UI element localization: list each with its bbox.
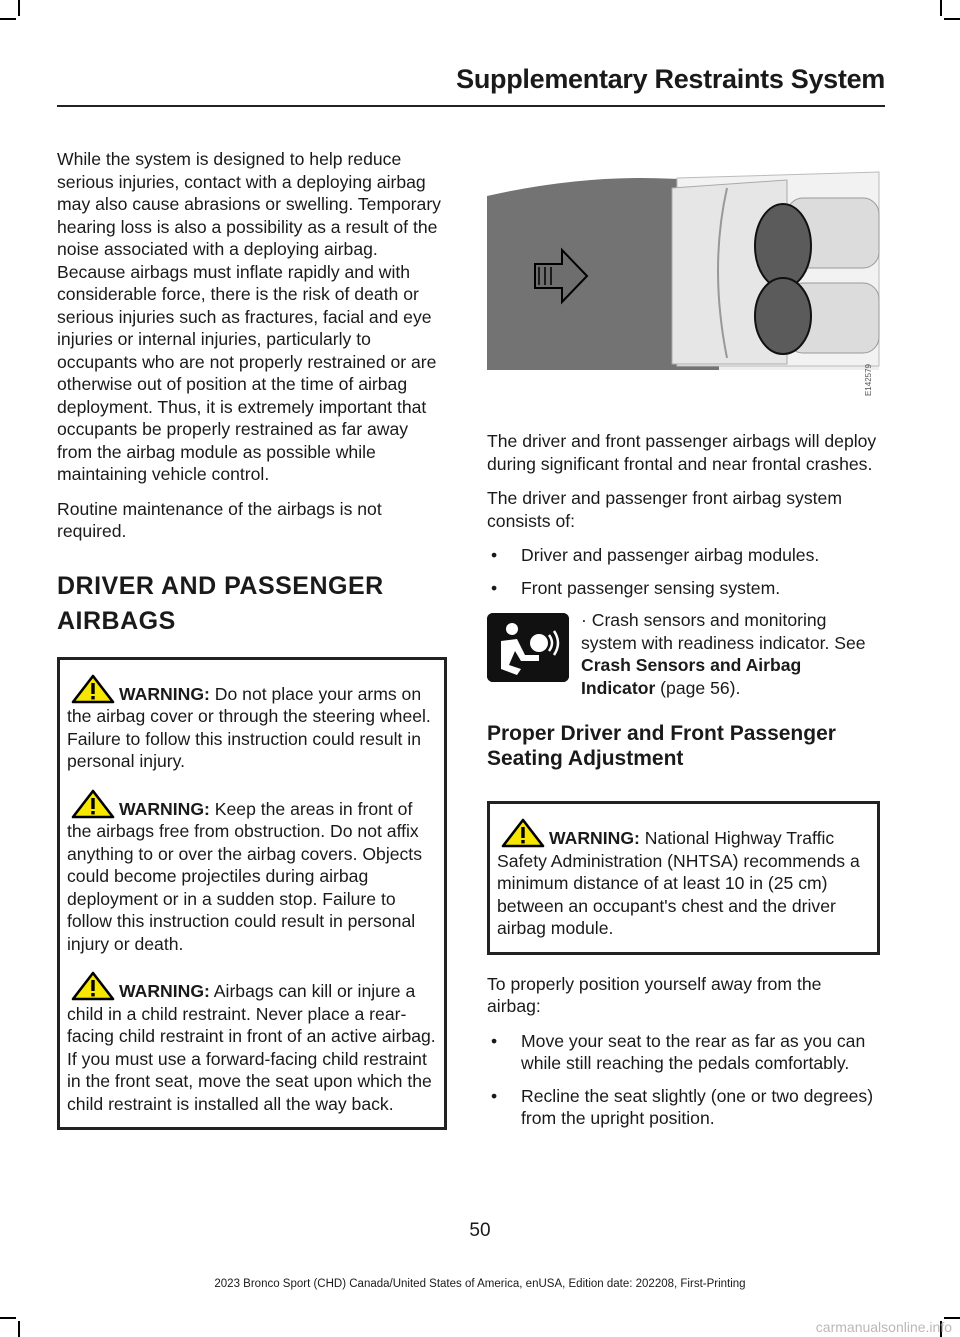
crop-mark — [944, 18, 960, 20]
page-title: Supplementary Restraints System — [456, 64, 885, 94]
warning-box — [57, 657, 447, 1131]
passenger-airbag — [755, 278, 811, 354]
warning-item: WARNING: Keep the areas in front of the airbags free from obstruction. Do not affix anything to or over the airbag covers. Objects could become projectiles during airbag deployment or in a sudden stop. Failure to follow this instruction could result in personal injury or death. — [67, 789, 437, 956]
edition-info: 2023 Bronco Sport (CHD) Canada/United States of America, enUSA, Edition date: 202208, First-Printing — [214, 1278, 746, 1290]
warning-item: WARNING: National Highway Traffic Safety Administration (NHTSA) recommends a minimum distance of at least 10 in (25 cm) between an occupant's chest and the driver airbag module. — [497, 818, 870, 940]
intro-paragraph: While the system is designed to help reduce serious injuries, contact with a deploying airbag may also cause abrasions or swelling. Temporary hearing loss is also a possibility as a result of the noise associated with a deploying airbag. Because airbags must inflate rapidly and with considerable force, there is the risk of death or serious injuries such as fractures, facial and eye injuries or internal injuries, particularly to occupants who are not properly restrained or are otherwise out of position at the time of airbag deployment. Thus, it is extremely important that occupants be properly restrained as far away from the airbag module as possible while maintaining vehicle control. — [57, 149, 441, 484]
deploy-paragraph: The driver and front passenger airbags will deploy during significant frontal and near frontal crashes. — [487, 431, 877, 474]
warning-box — [487, 801, 880, 955]
list-item: • Recline the seat slightly (one or two degrees) from the upright position. — [487, 1085, 880, 1130]
watermark: carmanualsonline.info — [815, 1319, 952, 1335]
indicator-entry: · Crash sensors and monitoring system with readiness indicator. See Crash Sensors and Airbag Indicator (page 56). — [487, 609, 880, 699]
crop-mark — [940, 0, 942, 16]
driver-airbag — [755, 204, 811, 288]
warning-item: WARNING: Airbags can kill or injure a child in a child restraint. Never place a rear-facing child restraint in front of an active airbag. If you must use a forward-facing child restraint in the front seat, move the seat upon which the child restraint is installed all the way back. — [67, 971, 437, 1115]
section-heading: DRIVER AND PASSENGER AIRBAGS — [57, 571, 384, 635]
right-column — [487, 430, 880, 1140]
crop-mark — [0, 18, 16, 20]
page-number: 50 — [469, 1220, 491, 1241]
list-item: • Driver and passenger airbag modules. — [487, 544, 880, 567]
system-paragraph: The driver and passenger front airbag system consists of: — [487, 488, 842, 531]
warning-triangle-icon — [69, 789, 117, 819]
left-column — [57, 148, 447, 1130]
crash-sensors-link[interactable]: Crash Sensors and Airbag Indicator — [581, 655, 802, 698]
airbag-indicator-icon — [487, 613, 569, 682]
warning-triangle-icon — [69, 674, 117, 704]
position-list — [487, 1030, 880, 1130]
list-item: • Move your seat to the rear as far as you can while still reaching the pedals comfortably. — [487, 1030, 880, 1075]
crop-mark — [18, 1321, 20, 1337]
subsection-heading: Proper Driver and Front Passenger Seating Adjustment — [487, 722, 836, 770]
maintenance-paragraph: Routine maintenance of the airbags is not required. — [57, 498, 382, 541]
warning-triangle-icon — [69, 971, 117, 1001]
crop-mark — [0, 1317, 16, 1319]
airbag-deployment-illustration — [487, 168, 880, 397]
warning-triangle-icon — [499, 818, 547, 848]
warning-item: WARNING: Do not place your arms on the airbag cover or through the steering wheel. Failure to follow this instruction could result in personal injury. — [67, 674, 437, 773]
position-paragraph: To properly position yourself away from the airbag: — [487, 973, 822, 1016]
header-rule — [57, 105, 885, 107]
figure-code: E142579 — [864, 364, 873, 397]
list-item: • Front passenger sensing system. — [487, 577, 880, 600]
system-list — [487, 544, 880, 599]
crop-mark — [18, 0, 20, 16]
